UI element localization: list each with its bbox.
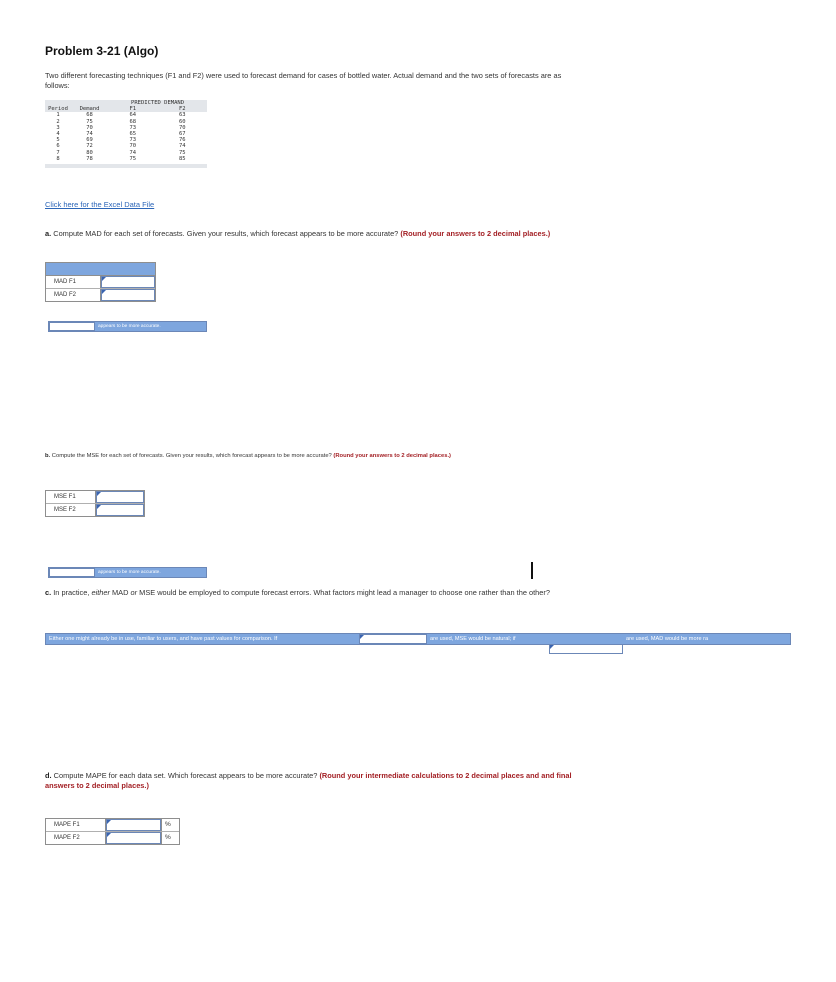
part-a-forecast-select[interactable] [49, 322, 95, 331]
predicted-demand-header: PREDICTED DEMAND [108, 100, 207, 106]
part-a-suffix: appears to be more accurate. [98, 324, 161, 329]
table-header-bar [46, 263, 155, 276]
part-c-select-1[interactable] [359, 634, 427, 644]
mad-f2-label: MAD F2 [46, 289, 101, 301]
part-c-question: c. In practice, either MAD or MSE would be employed to compute forecast errors. What factors might lead a manager to choose one rather than the other? [45, 588, 550, 597]
page-title: Problem 3-21 (Algo) [45, 44, 159, 58]
table-footer-bar [45, 164, 207, 168]
part-b-answer-bar [48, 567, 207, 578]
col-header-period: Period [45, 106, 71, 112]
mse-f2-input[interactable] [96, 504, 144, 516]
part-d-question: d. Compute MAPE for each data set. Which forecast appears to be more accurate? (Round your intermediate calculations to 2 decimal places and and final answers to 2 decimal places.) [45, 771, 572, 790]
table-row: 1 68 64 63 [56, 112, 186, 119]
part-c-answer-bar [45, 633, 791, 645]
part-c-segment-1: Either one might already be in use, familiar to users, and have past values for comparison. If [49, 636, 278, 642]
mse-f1-input[interactable] [96, 491, 144, 503]
table-row: 2 75 68 60 [56, 118, 186, 125]
col-header-f1: F1 [108, 106, 157, 112]
mse-f2-label: MSE F2 [46, 504, 96, 516]
mape-f2-input[interactable] [106, 832, 161, 844]
mse-f1-label: MSE F1 [46, 491, 96, 503]
part-c-segment-2: are used, MSE would be natural; if [430, 636, 516, 642]
part-c-segment-3: are used, MAD would be more ra [626, 636, 709, 642]
mape-f2-unit: % [161, 832, 179, 844]
part-b-forecast-select[interactable] [49, 568, 95, 577]
mape-f2-label: MAPE F2 [46, 832, 106, 844]
table-row: 5 69 73 76 [56, 137, 186, 144]
problem-intro: Two different forecasting techniques (F1 and F2) were used to forecast demand for cases of bottled water. Actual demand and the two sets of forecasts are as follows: [45, 71, 562, 90]
mad-answer-table [45, 262, 156, 302]
mape-f1-unit: % [161, 819, 179, 831]
part-c-select-2[interactable] [549, 644, 623, 654]
demand-table [45, 100, 207, 168]
text-cursor [531, 562, 533, 579]
table-row: 3 70 73 70 [56, 124, 186, 131]
table-row: 7 80 74 75 [56, 149, 186, 156]
part-a-question: a. Compute MAD for each set of forecasts. Given your results, which forecast appears to be more accurate? (Round your answers to 2 decimal places.) [45, 229, 551, 238]
mad-f2-input[interactable] [101, 289, 155, 301]
mad-f1-label: MAD F1 [46, 276, 101, 288]
table-row: 6 72 70 74 [56, 143, 186, 150]
mape-f1-input[interactable] [106, 819, 161, 831]
mse-answer-table [45, 490, 145, 517]
col-header-f2: F2 [158, 106, 207, 112]
part-b-suffix: appears to be more accurate. [98, 570, 161, 575]
mape-f1-label: MAPE F1 [46, 819, 106, 831]
excel-data-link[interactable]: Click here for the Excel Data File [45, 200, 155, 209]
table-row: 4 74 65 67 [56, 131, 186, 138]
col-header-demand: Demand [71, 106, 108, 112]
mad-f1-input[interactable] [101, 276, 155, 288]
part-a-answer-bar [48, 321, 207, 332]
table-row: 8 78 75 85 [56, 155, 186, 162]
mape-answer-table [45, 818, 180, 845]
part-b-question: b. Compute the MSE for each set of forecasts. Given your results, which forecast appears to be more accurate? (Round your answers to 2 decimal places.) [45, 453, 451, 459]
